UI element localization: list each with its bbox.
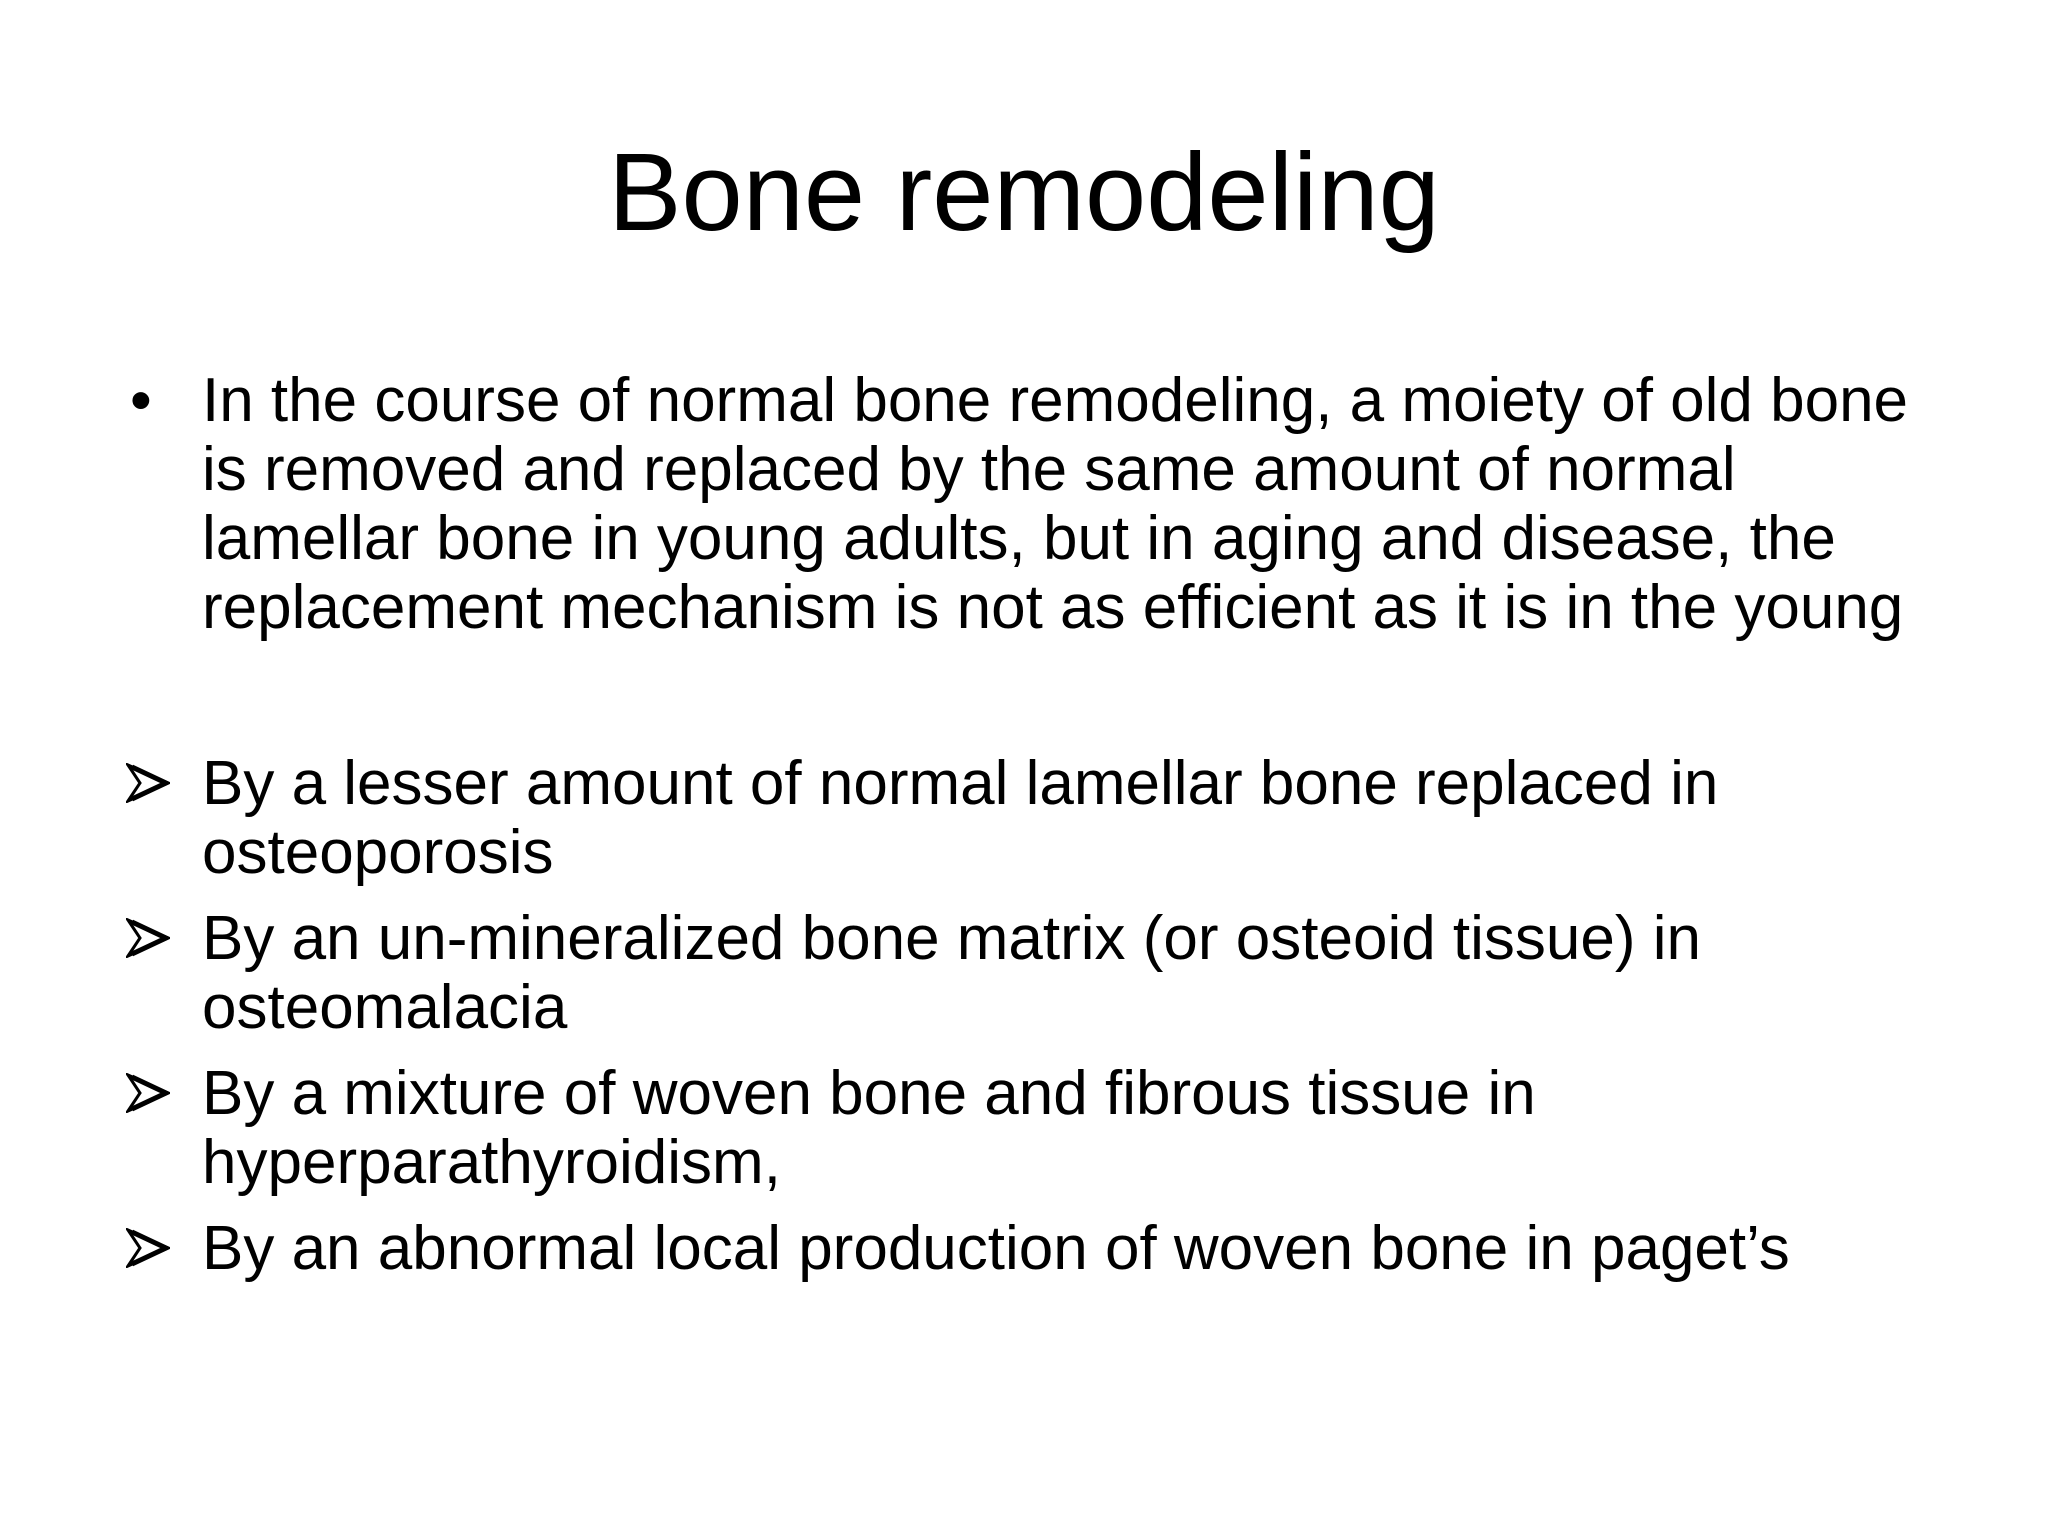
arrow-bullet-icon xyxy=(126,1228,170,1268)
arrow-bullet-icon xyxy=(126,918,170,958)
sub-bullet-text: By an un-mineralized bone matrix (or osteoid tissue) in osteomalacia xyxy=(202,904,1702,1042)
sub-bullet-text: By an abnormal local production of woven bone in paget’s xyxy=(202,1214,1790,1283)
spacer xyxy=(126,642,1946,749)
slide-title: Bone remodeling xyxy=(608,131,1440,254)
arrow-bullet-icon xyxy=(126,1073,170,1113)
sub-bullet-item xyxy=(126,749,1946,887)
bullet-dot-icon: • xyxy=(130,366,152,435)
bullet-text: In the course of normal bone remodeling, a moiety of old bone is removed and replaced by the same amount of normal lamellar bone in young adults, but in aging and disease, the replacement mechanism is not as efficient as it is in the young xyxy=(202,366,1909,642)
sub-bullet-item xyxy=(126,1059,1946,1197)
sub-bullet-text: By a mixture of woven bone and fibrous tissue in hyperparathyroidism, xyxy=(202,1059,1536,1197)
bullet-item xyxy=(126,366,1946,642)
arrow-bullet-icon xyxy=(126,763,170,803)
sub-bullet-item xyxy=(126,904,1946,1042)
slide-body xyxy=(126,366,1946,1283)
sub-bullet-item xyxy=(126,1214,1946,1283)
sub-bullet-text: By a lesser amount of normal lamellar bone replaced in osteoporosis xyxy=(202,749,1719,887)
